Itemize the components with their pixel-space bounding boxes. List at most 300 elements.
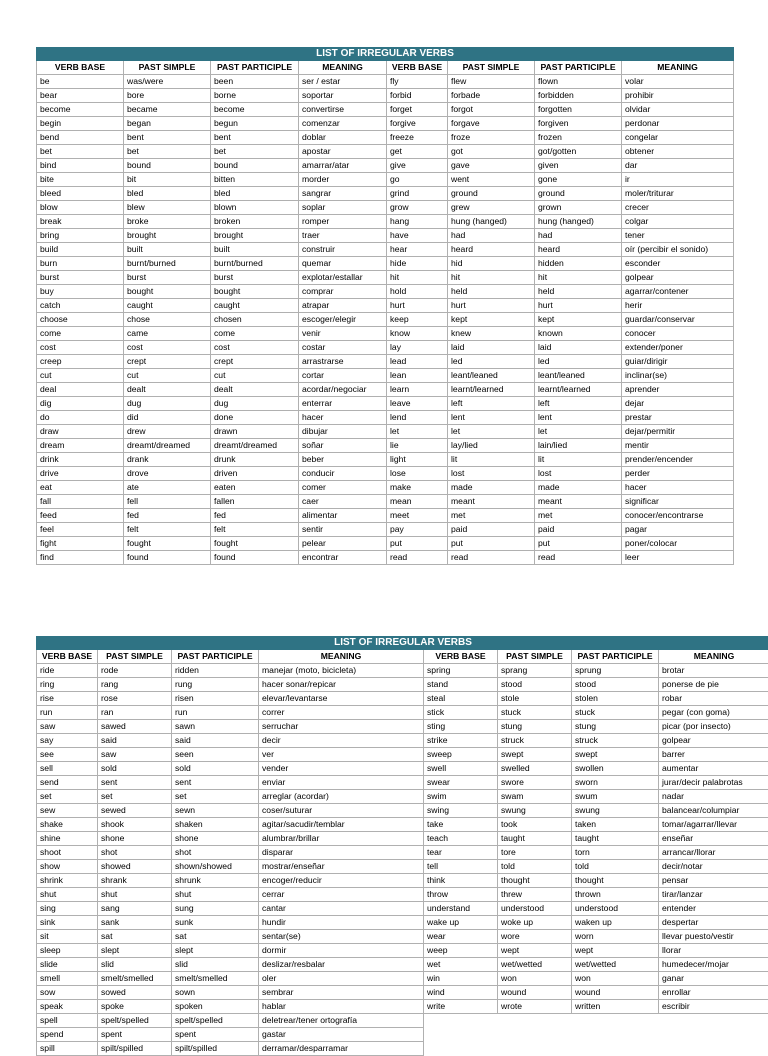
table-cell: shook: [98, 818, 172, 832]
table-cell: met: [535, 509, 622, 523]
table-cell: given: [535, 159, 622, 173]
column-header: PAST PARTICIPLE: [172, 650, 259, 664]
table-row: [37, 818, 768, 832]
table-cell: jurar/decir palabrotas: [659, 776, 768, 790]
table-cell: read: [535, 551, 622, 565]
table-cell: let: [387, 425, 448, 439]
table-cell: obtener: [622, 145, 734, 159]
table-cell: been: [211, 75, 299, 89]
table-cell: volar: [622, 75, 734, 89]
table-cell: correr: [259, 706, 424, 720]
table-cell: left: [535, 397, 622, 411]
table-cell: congelar: [622, 131, 734, 145]
table-cell: showed: [98, 860, 172, 874]
table-cell: laid: [448, 341, 535, 355]
table-row: [37, 509, 734, 523]
column-header: PAST SIMPLE: [498, 650, 572, 664]
table-cell: dejar/permitir: [622, 425, 734, 439]
table-cell: told: [572, 860, 659, 874]
table-cell: understand: [424, 902, 498, 916]
table-cell: rang: [98, 678, 172, 692]
table-cell: make: [387, 481, 448, 495]
table-cell: had: [535, 229, 622, 243]
table-row: [37, 159, 734, 173]
table-cell: forbid: [387, 89, 448, 103]
table-cell: dibujar: [299, 425, 387, 439]
table-cell: drink: [37, 453, 124, 467]
table-cell: forget: [387, 103, 448, 117]
column-header: VERB BASE: [424, 650, 498, 664]
table-cell: wear: [424, 930, 498, 944]
table-cell: lit: [448, 453, 535, 467]
table-cell: wake up: [424, 916, 498, 930]
table-cell: serruchar: [259, 720, 424, 734]
table-cell: crecer: [622, 201, 734, 215]
table-cell: stuck: [572, 706, 659, 720]
table-row: [37, 523, 734, 537]
table-cell: laid: [535, 341, 622, 355]
table-cell: knew: [448, 327, 535, 341]
table-cell: bent: [211, 131, 299, 145]
table-cell: froze: [448, 131, 535, 145]
table-cell: woke up: [498, 916, 572, 930]
table-cell: have: [387, 229, 448, 243]
table-cell: spilt/spilled: [98, 1042, 172, 1056]
table-cell: built: [211, 243, 299, 257]
table-cell: sold: [98, 762, 172, 776]
table-cell: bleed: [37, 187, 124, 201]
table-cell: began: [124, 117, 211, 131]
table-cell: dreamt/dreamed: [124, 439, 211, 453]
table-cell: sting: [424, 720, 498, 734]
table-cell: golpear: [659, 734, 768, 748]
table-cell: [572, 1014, 659, 1028]
table-cell: shot: [98, 846, 172, 860]
table-cell: romper: [299, 215, 387, 229]
table-row: [37, 103, 734, 117]
table-cell: paid: [535, 523, 622, 537]
table-cell: got: [448, 145, 535, 159]
table-cell: soñar: [299, 439, 387, 453]
table-cell: sangrar: [299, 187, 387, 201]
table-cell: flown: [535, 75, 622, 89]
table-cell: set: [172, 790, 259, 804]
table-cell: swam: [498, 790, 572, 804]
table-cell: choose: [37, 313, 124, 327]
table-cell: hacer: [299, 411, 387, 425]
table-cell: begin: [37, 117, 124, 131]
table-row: [37, 201, 734, 215]
table-cell: fed: [124, 509, 211, 523]
table-cell: taught: [498, 832, 572, 846]
table-cell: ganar: [659, 972, 768, 986]
table-cell: slide: [37, 958, 98, 972]
table-cell: forgive: [387, 117, 448, 131]
table-cell: smelt/smelled: [172, 972, 259, 986]
table-cell: cortar: [299, 369, 387, 383]
table-row: [37, 678, 768, 692]
table-cell: lead: [387, 355, 448, 369]
table-row: [37, 664, 768, 678]
table-cell: cut: [37, 369, 124, 383]
table-cell: torn: [572, 846, 659, 860]
table-cell: read: [387, 551, 448, 565]
table-row: [37, 453, 734, 467]
table-cell: won: [498, 972, 572, 986]
table-cell: blow: [37, 201, 124, 215]
table-cell: esconder: [622, 257, 734, 271]
table-cell: aprender: [622, 383, 734, 397]
table-cell: leer: [622, 551, 734, 565]
table-cell: sank: [98, 916, 172, 930]
table-cell: buy: [37, 285, 124, 299]
table-cell: grew: [448, 201, 535, 215]
table-cell: fight: [37, 537, 124, 551]
table-cell: built: [124, 243, 211, 257]
table-cell: conocer/encontrarse: [622, 509, 734, 523]
table-cell: sprang: [498, 664, 572, 678]
table-cell: hit: [535, 271, 622, 285]
table-cell: win: [424, 972, 498, 986]
table-cell: deletrear/tener ortografía: [259, 1014, 424, 1028]
table-cell: conducir: [299, 467, 387, 481]
table-row: [37, 187, 734, 201]
table-cell: hacer sonar/repicar: [259, 678, 424, 692]
table-cell: swept: [498, 748, 572, 762]
table-cell: lent: [535, 411, 622, 425]
table-cell: entender: [659, 902, 768, 916]
table-cell: weep: [424, 944, 498, 958]
table-cell: bore: [124, 89, 211, 103]
table-cell: burst: [124, 271, 211, 285]
table-cell: draw: [37, 425, 124, 439]
table-cell: rode: [98, 664, 172, 678]
table-cell: put: [535, 537, 622, 551]
table-cell: met: [448, 509, 535, 523]
table-cell: smell: [37, 972, 98, 986]
table-cell: fall: [37, 495, 124, 509]
table-cell: encontrar: [299, 551, 387, 565]
table-cell: said: [172, 734, 259, 748]
table-row: [37, 75, 734, 89]
table-row: [37, 285, 734, 299]
table-cell: held: [535, 285, 622, 299]
table-cell: sworn: [572, 776, 659, 790]
table-cell: leant/leaned: [535, 369, 622, 383]
table-cell: won: [572, 972, 659, 986]
table-cell: lent: [448, 411, 535, 425]
table-cell: ring: [37, 678, 98, 692]
table-row: [37, 874, 768, 888]
table-cell: meet: [387, 509, 448, 523]
table-cell: shrank: [98, 874, 172, 888]
table-cell: brotar: [659, 664, 768, 678]
column-header: VERB BASE: [37, 650, 98, 664]
table-cell: sat: [172, 930, 259, 944]
table-cell: forbade: [448, 89, 535, 103]
table-cell: held: [448, 285, 535, 299]
table-cell: borne: [211, 89, 299, 103]
table-cell: saw: [37, 720, 98, 734]
table-cell: shut: [37, 888, 98, 902]
table-cell: light: [387, 453, 448, 467]
table-cell: balancear/columpiar: [659, 804, 768, 818]
table-cell: spoken: [172, 1000, 259, 1014]
table-cell: dreamt/dreamed: [211, 439, 299, 453]
table-cell: hung (hanged): [448, 215, 535, 229]
table-cell: learnt/learned: [448, 383, 535, 397]
table-cell: moler/triturar: [622, 187, 734, 201]
table-cell: said: [98, 734, 172, 748]
table-row: [37, 369, 734, 383]
table-cell: enviar: [259, 776, 424, 790]
table-row: [37, 327, 734, 341]
table-cell: written: [572, 1000, 659, 1014]
table-title: LIST OF IRREGULAR VERBS: [37, 637, 768, 650]
table-cell: derramar/desparramar: [259, 1042, 424, 1056]
table-cell: swore: [498, 776, 572, 790]
table-cell: waken up: [572, 916, 659, 930]
table-cell: doblar: [299, 131, 387, 145]
table-cell: fed: [211, 509, 299, 523]
table-cell: drew: [124, 425, 211, 439]
table-cell: vender: [259, 762, 424, 776]
table-cell: made: [448, 481, 535, 495]
table-cell: went: [448, 173, 535, 187]
table-cell: begun: [211, 117, 299, 131]
table-cell: creep: [37, 355, 124, 369]
table-cell: chosen: [211, 313, 299, 327]
table-row: [37, 706, 768, 720]
table-cell: did: [124, 411, 211, 425]
table-cell: ser / estar: [299, 75, 387, 89]
table-cell: struck: [498, 734, 572, 748]
table-row: [37, 467, 734, 481]
table-cell: told: [498, 860, 572, 874]
table-cell: drove: [124, 467, 211, 481]
table-cell: elevar/levantarse: [259, 692, 424, 706]
table-cell: shrunk: [172, 874, 259, 888]
table-cell: ride: [37, 664, 98, 678]
table-cell: spilt/spilled: [172, 1042, 259, 1056]
table-cell: shone: [172, 832, 259, 846]
table-cell: put: [387, 537, 448, 551]
table-cell: hit: [448, 271, 535, 285]
table-cell: stood: [498, 678, 572, 692]
table-cell: robar: [659, 692, 768, 706]
table-cell: leave: [387, 397, 448, 411]
table-cell: drank: [124, 453, 211, 467]
table-cell: venir: [299, 327, 387, 341]
table-cell: leant/leaned: [448, 369, 535, 383]
table-cell: ate: [124, 481, 211, 495]
table-cell: run: [172, 706, 259, 720]
table-cell: sentir: [299, 523, 387, 537]
table-cell: fought: [124, 537, 211, 551]
table-cell: threw: [498, 888, 572, 902]
table-cell: spelt/spelled: [172, 1014, 259, 1028]
table-cell: aumentar: [659, 762, 768, 776]
table-cell: humedecer/mojar: [659, 958, 768, 972]
table-cell: nadar: [659, 790, 768, 804]
table-cell: hurt: [387, 299, 448, 313]
table-cell: sembrar: [259, 986, 424, 1000]
table-cell: lost: [448, 467, 535, 481]
table-row: [37, 215, 734, 229]
table-cell: spent: [172, 1028, 259, 1042]
table-cell: forgot: [448, 103, 535, 117]
table-cell: throw: [424, 888, 498, 902]
table-cell: [572, 1042, 659, 1056]
table-cell: dug: [211, 397, 299, 411]
table-row: [37, 257, 734, 271]
table-row: [37, 229, 734, 243]
table-cell: cost: [211, 341, 299, 355]
table-cell: spell: [37, 1014, 98, 1028]
table-cell: picar (por insecto): [659, 720, 768, 734]
table-cell: sweep: [424, 748, 498, 762]
table-cell: slid: [98, 958, 172, 972]
table-cell: hidden: [535, 257, 622, 271]
table-row: [37, 271, 734, 285]
table-cell: stolen: [572, 692, 659, 706]
table-cell: arrancar/llorar: [659, 846, 768, 860]
table-cell: chose: [124, 313, 211, 327]
table-cell: tomar/agarrar/llevar: [659, 818, 768, 832]
table-cell: led: [535, 355, 622, 369]
table-row: [37, 383, 734, 397]
table-cell: go: [387, 173, 448, 187]
table-cell: deslizar/resbalar: [259, 958, 424, 972]
table-cell: heard: [535, 243, 622, 257]
table-row: [37, 299, 734, 313]
table-cell: dealt: [124, 383, 211, 397]
table-cell: sold: [172, 762, 259, 776]
table-cell: eat: [37, 481, 124, 495]
table-cell: wrote: [498, 1000, 572, 1014]
table-cell: construir: [299, 243, 387, 257]
table-cell: see: [37, 748, 98, 762]
table-cell: acordar/negociar: [299, 383, 387, 397]
table-cell: hid: [448, 257, 535, 271]
table-cell: burnt/burned: [211, 257, 299, 271]
table-row: [37, 1042, 768, 1056]
table-cell: shut: [98, 888, 172, 902]
column-header: MEANING: [259, 650, 424, 664]
table-cell: sentar(se): [259, 930, 424, 944]
table-cell: arrastrarse: [299, 355, 387, 369]
table-cell: sewed: [98, 804, 172, 818]
table-cell: slept: [172, 944, 259, 958]
table-cell: bind: [37, 159, 124, 173]
table-row: [37, 495, 734, 509]
table-cell: [659, 1014, 768, 1028]
table-cell: forgave: [448, 117, 535, 131]
table-cell: wept: [498, 944, 572, 958]
table-cell: lay/lied: [448, 439, 535, 453]
table-cell: lend: [387, 411, 448, 425]
table-cell: forgotten: [535, 103, 622, 117]
table-cell: drawn: [211, 425, 299, 439]
table-cell: seen: [172, 748, 259, 762]
table-cell: swim: [424, 790, 498, 804]
table-cell: spoke: [98, 1000, 172, 1014]
table-cell: sang: [98, 902, 172, 916]
table-cell: [572, 1028, 659, 1042]
table-row: [37, 313, 734, 327]
table-row: [37, 131, 734, 145]
column-header: VERB BASE: [37, 61, 124, 75]
table-cell: quemar: [299, 257, 387, 271]
table-cell: colgar: [622, 215, 734, 229]
table-cell: get: [387, 145, 448, 159]
table-cell: blew: [124, 201, 211, 215]
table-cell: felt: [211, 523, 299, 537]
table-row: [37, 846, 768, 860]
table-row: [37, 776, 768, 790]
table-cell: sawed: [98, 720, 172, 734]
table-cell: do: [37, 411, 124, 425]
table-cell: inclinar(se): [622, 369, 734, 383]
table-cell: flew: [448, 75, 535, 89]
table-cell: cost: [124, 341, 211, 355]
table-cell: llevar puesto/vestir: [659, 930, 768, 944]
table-cell: sowed: [98, 986, 172, 1000]
table-cell: costar: [299, 341, 387, 355]
table-cell: learnt/learned: [535, 383, 622, 397]
table-cell: bring: [37, 229, 124, 243]
table-cell: forbidden: [535, 89, 622, 103]
table-cell: significar: [622, 495, 734, 509]
table-cell: shot: [172, 846, 259, 860]
table-cell: run: [37, 706, 98, 720]
table-cell: enterrar: [299, 397, 387, 411]
table-cell: [659, 1028, 768, 1042]
table-cell: had: [448, 229, 535, 243]
table-cell: spelt/spelled: [98, 1014, 172, 1028]
table-cell: manejar (moto, bicicleta): [259, 664, 424, 678]
table-cell: read: [448, 551, 535, 565]
table-row: [37, 341, 734, 355]
table-cell: hacer: [622, 481, 734, 495]
table-cell: bitten: [211, 173, 299, 187]
table-cell: beber: [299, 453, 387, 467]
table-cell: perdonar: [622, 117, 734, 131]
table-cell: became: [124, 103, 211, 117]
table-cell: think: [424, 874, 498, 888]
table-cell: sunk: [172, 916, 259, 930]
table-cell: cut: [211, 369, 299, 383]
table-cell: [424, 1014, 498, 1028]
table-cell: build: [37, 243, 124, 257]
table-cell: led: [448, 355, 535, 369]
table-row: [37, 145, 734, 159]
table-cell: bought: [124, 285, 211, 299]
table-row: [37, 537, 734, 551]
table-cell: fly: [387, 75, 448, 89]
table-cell: convertirse: [299, 103, 387, 117]
table-cell: traer: [299, 229, 387, 243]
table-cell: amarrar/atar: [299, 159, 387, 173]
table-cell: burnt/burned: [124, 257, 211, 271]
table-cell: lean: [387, 369, 448, 383]
table-cell: [659, 1042, 768, 1056]
table-cell: bend: [37, 131, 124, 145]
table-cell: swing: [424, 804, 498, 818]
table-cell: learn: [387, 383, 448, 397]
table-cell: understood: [498, 902, 572, 916]
table-cell: bite: [37, 173, 124, 187]
